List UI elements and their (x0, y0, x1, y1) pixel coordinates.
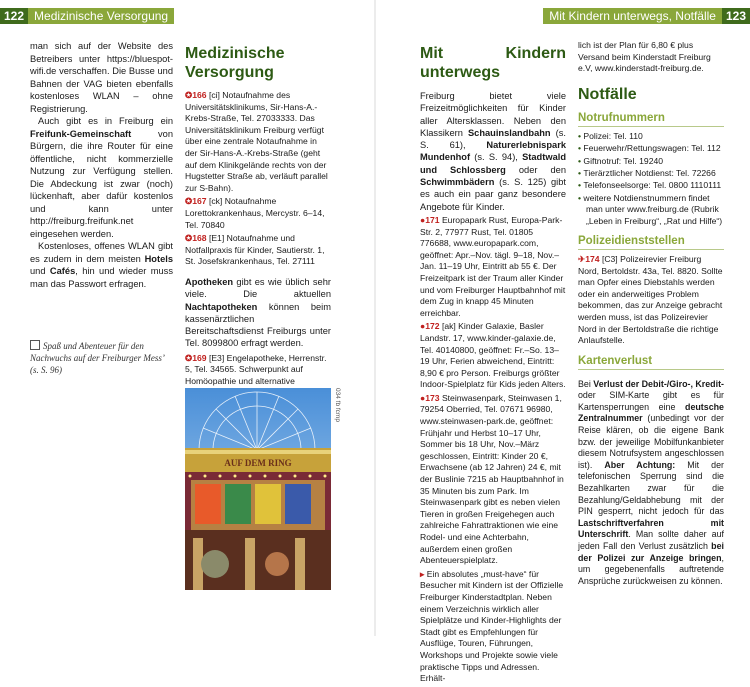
map-pin-icon: ✪ (185, 233, 193, 244)
kinderstadtplan-continued: lich ist der Plan für 6,80 € plus Versand beim Kinderstadt Freiburg e.V, www.kinderstadt-freiburg.de. (578, 40, 711, 74)
entry-169: ✪169 [E3] Engelapotheke, Herrenstr. 5, Tel. 34565. Schwerpunkt auf Homöopathie und alternative (185, 352, 327, 386)
running-head-right (543, 8, 750, 24)
map-pin-icon: ● (420, 214, 426, 225)
list-item: • Tierärztlicher Notdienst: Tel. 72266 (578, 168, 724, 179)
running-head-title-left: Medizinische Versorgung (34, 9, 169, 23)
entry-171: ●171 Europapark Rust, Europa-Park-Str. 2, 77977 Rust, Tel. 01805 776688, www.europapark.com, geöffnet: Apr.–Nov. tägl. 9–18, Nov.–Jan. 11–19 Uhr, Eintritt ab 55 €. Der Freizeitpark ist der Traum aller Kinder und vom Freiburger Hauptbahnhof mit dem Zug in knapp 45 Minuten erreichbar. (420, 214, 566, 318)
photo-sign-text: AUF DEM RING (224, 458, 292, 468)
right-column-1 (420, 40, 566, 687)
list-item: • weitere Notdienstnummern findet man unter www.freiburg.de (Rubrik „Leben in Freiburg“, „Rat und Hilfe“) (578, 193, 724, 227)
entry-172: ●172 [ak] Kinder Galaxie, Basler Landstr. 17, www.kinder-galaxie.de, Tel. 40140800, geöffnet: Fr.–So. 13–19 Uhr, Ferien abweichend, Eintritt: 8,90 € pro Person. Freiburgs größter Indoor-Spielplatz für Kids jeden Alters. (420, 321, 566, 390)
right-column-2 (578, 40, 724, 596)
subheading-notrufnummern: Notrufnummern (578, 112, 724, 127)
caption-marker-icon (30, 340, 40, 350)
notruf-list (578, 131, 724, 227)
tip-kinderstadtplan: ▸ Ein absolutes „must-have“ für Besucher mit Kindern ist der Offizielle Freiburger Kinderstadtplan. Neben einem Verzeichnis wirklich aller Spielplätze und Kinder-Highlights der Stadt gibt es Empfehlungen für Ausflüge, Touren, Führungen, Workshops und Projekte sowie viele praktische Tipps und Adressen. Erhält- (420, 568, 564, 684)
map-pin-icon: ● (420, 321, 426, 332)
map-pin-icon: ✪ (185, 352, 193, 363)
entry-166: ✪166 [ci] Notaufnahme des Universitätsklinikums, Sir-Hans-A.-Krebs-Straße, Tel. 27033333. Das Universitätsklinikum Freiburg verfügt über eine zentrale Notaufnahme in der Sir-Hans-A.-Krebs-Straße (geht auf dem Klinikgelände rechts von der Hugstetter Straße ab, verläuft parallel zur S-Bahn). (185, 90, 328, 193)
page-number-right: 123 (722, 8, 750, 24)
wlan-paragraph: man sich auf der Website des Betreibers unter https://bluespot-wifi.de verschaffen. Die Busse und Bahnen der VAG bieten ebenfalls kostenloses WLAN – ohne Registrierung. (30, 41, 173, 114)
arrow-icon: ▸ (420, 568, 425, 579)
map-pin-icon: ✪ (185, 90, 193, 100)
map-pin-icon: ✪ (185, 196, 193, 207)
left-column-1 (30, 40, 173, 290)
subheading-kartenverlust: Kartenverlust (578, 355, 724, 370)
list-item: • Feuerwehr/Rettungswagen: Tel. 112 (578, 143, 724, 154)
list-item: • Polizei: Tel. 110 (578, 131, 724, 142)
subheading-polizeidienststellen: Polizeidienststellen (578, 235, 724, 250)
list-item: • Telefonseelsorge: Tel. 0800 1110111 (578, 180, 724, 191)
heading-notfaelle: Notfälle (578, 85, 637, 103)
freifunk-paragraph: Auch gibt es in Freiburg ein Freifunk-Gemeinschaft von Bürgern, die ihre Router für eine öffentliche, nicht kommerzielle Nutzung zur Verfügung stellen. Die Abdeckung ist zwar (noch) lückenhaft, aber dafür kostenlos und kann unter http://freiburg.freifunk.net eingesehen werden. (30, 116, 173, 239)
entry-173: ●173 Steinwasenpark, Steinwasen 1, 79254 Oberried, Tel. 07671 96980, www.steinwasen-park.de, geöffnet: Frühjahr und Herbst 10–17 Uhr, Sommer bis 18 Uhr, Nov.–März geschlossen, Eintritt: Kinder 20 €, Erwachsene (ab 12 Jahren) 24 €, mit der Buslinie 7215 ab Hauptbahnhof in 35 Minuten bis zum Park. Im Steinwasenpark gibt es neben vielen Tieren in großen Freigehegen auch zahlreiche Fahrattraktionen wie eine Rodel- und eine Achterbahn, außerdem einen großen Abenteuerspielplatz. (420, 392, 564, 566)
list-item: • Giftnotruf: Tel. 19240 (578, 156, 724, 167)
running-head-title-right: Mit Kindern unterwegs, Notfälle (549, 9, 716, 23)
apotheken-paragraph: Apotheken gibt es wie üblich sehr viele. Die aktuellen Nachtapotheken können beim kassenärztlichen Bereitschaftsdienst Freiburgs unter Tel. 8099800 erfragt werden. (185, 276, 331, 349)
running-head-left (0, 8, 174, 24)
entry-167: ✪167 [ck] Notaufnahme Lorettokrankenhaus, Mercystr. 6–14, Tel. 70840 (185, 196, 325, 230)
entry-168: ✪168 [E1] Notaufnahme und Notfallpraxis für Kinder, Sautierstr. 1, St. Josefskrankenhaus, Tel. 27111 (185, 233, 325, 267)
map-pin-icon: ● (420, 392, 426, 403)
right-page (376, 0, 750, 684)
police-icon: ✈ (578, 254, 586, 265)
heading-medizinische-versorgung: Medizinische Versorgung (185, 45, 285, 81)
entry-174: ✈174 [C3] Polizeirevier Freiburg Nord, Bertoldstr. 43a, Tel. 8820. Sollte man Opfer eines Diebstahls werden oder ein anderweitiges Problem bekommen, das zur Anzeige gebracht werden muss, ist das Polizeirevier Nord in der Bertoldstraße die richtige Anlaufstelle. (578, 254, 723, 346)
kinder-intro: Freiburg bietet viele Freizeitmöglichkeiten für Kinder aller Altersklassen. Neben den Klassikern Schauinslandbahn (s. S. 61), Naturerlebnispark Mundenhof (s. S. 94), Stadtwald und Schlossberg oder den Schwimmbädern (s. S. 125) gibt es auch ein paar ganz besondere Angebote für Kinder. (420, 91, 566, 212)
heading-mit-kindern-unterwegs: Mit Kindern unterwegs (420, 45, 566, 81)
photo-credit: 034 fb fcmp (334, 388, 341, 422)
hotels-paragraph: Kostenloses, offenes WLAN gibt es zudem in dem meisten Hotels und Cafés, hin und wieder muss man das Passwort erfragen. (30, 241, 173, 289)
left-page (0, 0, 374, 636)
page-number-left: 122 (0, 8, 28, 24)
fairground-photo (185, 388, 331, 590)
left-column-2 (185, 40, 331, 426)
photo-caption: Spaß und Abenteuer für den Nachwuchs auf der Freiburger Mess’ (s. S. 96) (30, 341, 164, 375)
kartenverlust-paragraph: Bei Verlust der Debit-/Giro-, Kredit- oder SIM-Karte gibt es für Kartensperrungen eine deutsche Zentralnummer (unbedingt vor der Reise klären, ob die eigene Bank bzw. der jeweilige Mobilfunkanbieter diesem Notrufsystem angeschlossen ist). Aber Achtung: Mit der telefonischen Sperrung sind die Bezahlkarten zwar für die Bezahlung/Geldabhebung mit der PIN gesperrt, nicht jedoch für das Lastschriftverfahren mit Unterschrift. Man sollte daher auf jeden Fall den Verlust zusätzlich bei der Polizei zur Anzeige bringen, um gegebenenfalls auftretende Ansprüche zurückweisen zu können. (578, 378, 725, 586)
